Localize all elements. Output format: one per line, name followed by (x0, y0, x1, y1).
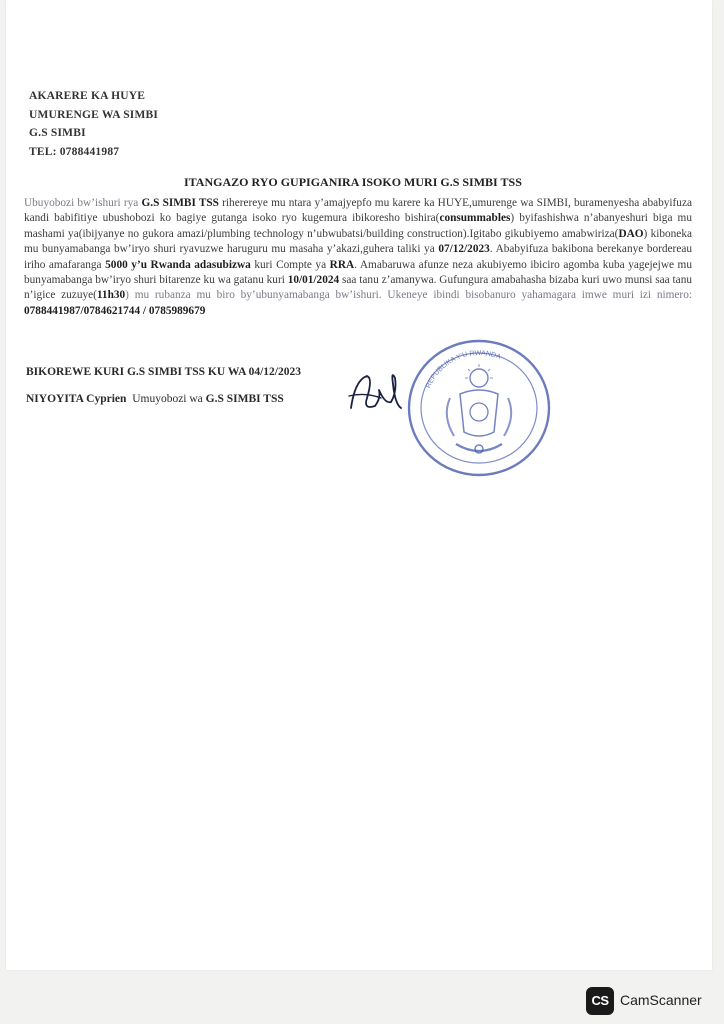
handwritten-signature (345, 368, 407, 418)
body-text-5: . Ababyifuza bakibona berekanye bordereau iriho amafaranga (24, 243, 693, 271)
body-text-8: saa tanu z’amanywa. Gufungura amabahasha bizaba kuri uwo munsi saa tanu n’igice zuzuye( (24, 274, 692, 302)
signer-school: G.S SIMBI TSS (205, 393, 284, 405)
official-stamp (404, 336, 554, 480)
body-text-2: riherereye mu ntara y’amajyepfo mu karere ka HUYE,umurenge wa SIMBI, buramenyesha ababyifuza kandi babifitiye ubushobozi ko bagiye gutanga isoko ryo kugemura ibikoresho bishira( (24, 197, 692, 225)
stamp-text: REPUBLIKA Y'U RWANDA (425, 349, 502, 390)
signer-name: NIYOYITA Cyprien (26, 393, 127, 405)
body-bold-fee: 5000 y’u Rwanda adasubizwa (105, 258, 251, 271)
body-text-3: ) byifashishwa n’abanyeshuri biga mu mashami ya(ibijyanye no gukora amazi/plumbing technology n’ubwubatsi/building construction).Igitabo gikubiyemo amabwiriza( (24, 212, 692, 240)
announcement-body (24, 196, 692, 319)
telephone: TEL: 0788441987 (29, 145, 120, 158)
body-bold-consumables: consummables (439, 212, 511, 225)
body-bold-dao: DAO (618, 227, 644, 240)
body-bold-rra: RRA (329, 258, 355, 271)
body-bold-deadline: 10/01/2024 (287, 274, 340, 287)
body-bold-school: G.S SIMBI TSS (141, 197, 219, 209)
body-text-9: ) mu rubanza mu biro by’ubunyamabanga bw’ishuri. Ukeneye ibindi bisobanuro yahamagara imwe muri izi nimero: (125, 289, 692, 302)
signer-role: Umuyobozi wa (132, 393, 206, 405)
body-text-1: Ubuyobozi bw’ishuri rya (24, 197, 142, 209)
sector-name: UMURENGE WA SIMBI (29, 108, 159, 121)
body-bold-opening-time: 11h30 (96, 289, 126, 302)
letterhead (29, 87, 158, 161)
issue-date-line: BIKOREWE KURI G.S SIMBI TSS KU WA 04/12/2023 (26, 366, 302, 378)
camscanner-logo-icon: CS (586, 987, 614, 1015)
announcement-title: ITANGAZO RYO GUPIGANIRA ISOKO MURI G.S SIMBI TSS (184, 175, 522, 189)
school-name: G.S SIMBI (29, 127, 86, 139)
district-name: AKARERE KA HUYE (29, 90, 146, 102)
body-text-7: . Amabaruwa afunze neza akubiyemo ibiciro agomba kuba yagejejwe mu bunyamabanga bw’iryo shuri bitarenze ku wa gatanu kuri (24, 258, 692, 287)
body-bold-phone-numbers: 0788441987/0784621744 / 0785989679 (24, 304, 206, 317)
body-bold-start-date: 07/12/2023 (438, 243, 490, 256)
body-text-6: kuri Compte ya (250, 258, 330, 271)
camscanner-watermark: CamScanner (620, 992, 702, 1008)
signer-line (26, 393, 284, 405)
body-text-4: ) kiboneka mu bunyamabanga bw’iryo shuri ryavuzwe haruguru mu masaha y’akazi,guhera taliki ya (24, 227, 692, 256)
